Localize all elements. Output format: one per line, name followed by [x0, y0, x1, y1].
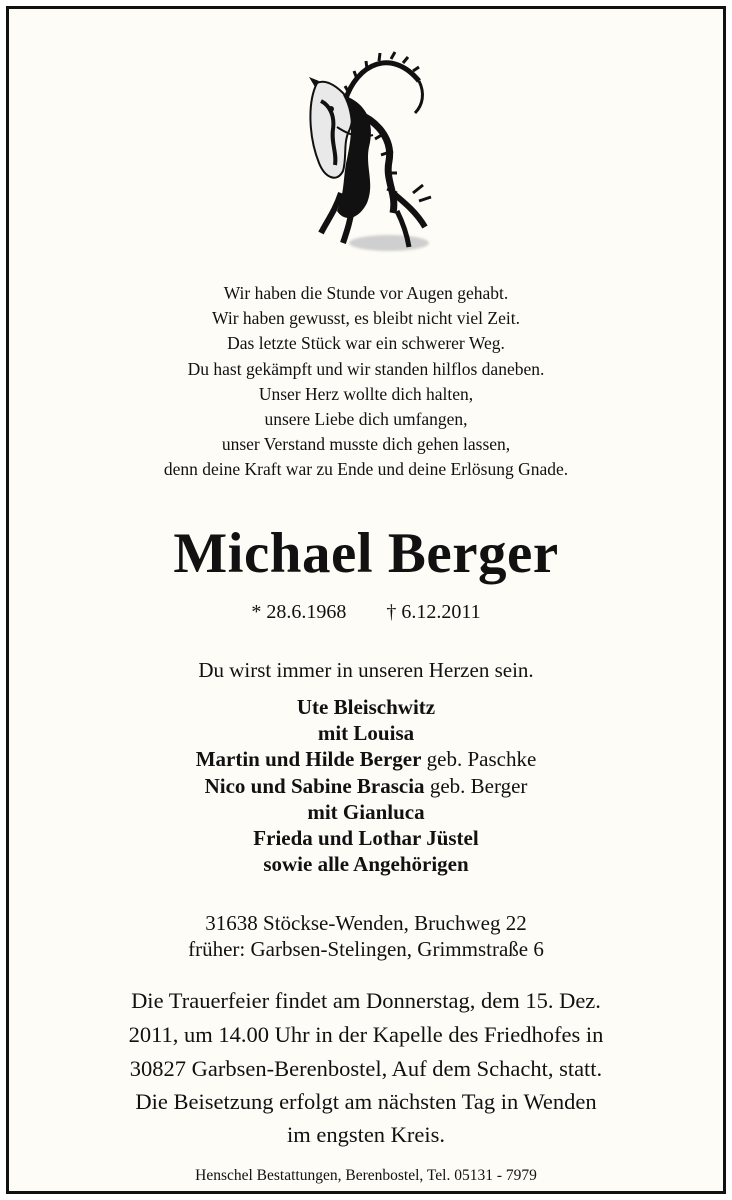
obituary-notice: [6, 6, 726, 1194]
undertaker-info: Henschel Bestattungen, Berenbostel, Tel. 05131 - 7979: [195, 1167, 537, 1184]
current-address: 31638 Stöckse-Wenden, Bruchweg 22: [205, 911, 527, 935]
mourner-name: Nico und Sabine Brascia: [204, 773, 425, 798]
burial-line: im engsten Kreis.: [286, 1122, 446, 1147]
ceremony-line: 2011, um 14.00 Uhr in der Kapelle des Friedhofes in: [128, 1022, 604, 1047]
ceremony-line: 30827 Garbsen-Berenbostel, Auf dem Schacht, statt.: [129, 1056, 603, 1081]
mourner-name: Martin und Hilde Berger: [195, 747, 422, 772]
poem-line: denn deine Kraft war zu Ende und deine Erlösung Gnade.: [163, 459, 569, 480]
horse-rider-icon: [297, 43, 447, 263]
mourner-name: Ute Bleischwitz: [296, 695, 436, 719]
mourner-line: [9, 720, 723, 746]
life-dates: [9, 599, 723, 625]
burial-line: Die Beisetzung erfolgt am nächsten Tag in Wenden: [135, 1089, 597, 1114]
poem-line: unsere Liebe dich umfangen,: [264, 409, 468, 430]
mourner-suffix: geb. Paschke: [421, 747, 537, 772]
poem-line: Du hast gekämpft und wir standen hilflos daneben.: [187, 358, 545, 379]
burial-info: [9, 1085, 723, 1151]
ceremony-line: Die Trauerfeier findet am Donnerstag, dem 15. Dez.: [131, 988, 601, 1013]
mourner-line: [9, 746, 723, 772]
poem-line: Wir haben gewusst, es bleibt nicht viel Zeit.: [212, 308, 520, 329]
mourner-line: [9, 851, 723, 877]
former-address: früher: Garbsen-Stelingen, Grimmstraße 6: [188, 937, 544, 961]
mourner-line: [9, 773, 723, 799]
poem: [9, 281, 723, 483]
poem-line: Unser Herz wollte dich halten,: [258, 383, 474, 404]
family-address: [9, 910, 723, 962]
mourner-name: sowie alle Angehörigen: [263, 852, 469, 877]
mourner-suffix: geb. Berger: [424, 773, 528, 798]
mourners-list: [9, 694, 723, 877]
motto: Du wirst immer in unseren Herzen sein.: [198, 658, 534, 682]
poem-line: unser Verstand musste dich gehen lassen,: [221, 434, 511, 455]
mourner-line: [9, 799, 723, 825]
poem-line: Wir haben die Stunde vor Augen gehabt.: [223, 283, 509, 303]
ceremony-info: [9, 984, 723, 1086]
death-date: † 6.12.2011: [386, 601, 481, 623]
mourner-name: mit Gianluca: [307, 799, 425, 824]
poem-line: Das letzte Stück war ein schwerer Weg.: [227, 333, 505, 354]
mourner-name: Frieda und Lothar Jüstel: [253, 826, 479, 851]
mourner-line: [9, 825, 723, 851]
mourner-name: mit Louisa: [317, 721, 415, 746]
birth-date: * 28.6.1968: [251, 601, 347, 623]
deceased-name: Michael Berger: [173, 522, 559, 585]
mourner-line: [9, 694, 723, 720]
